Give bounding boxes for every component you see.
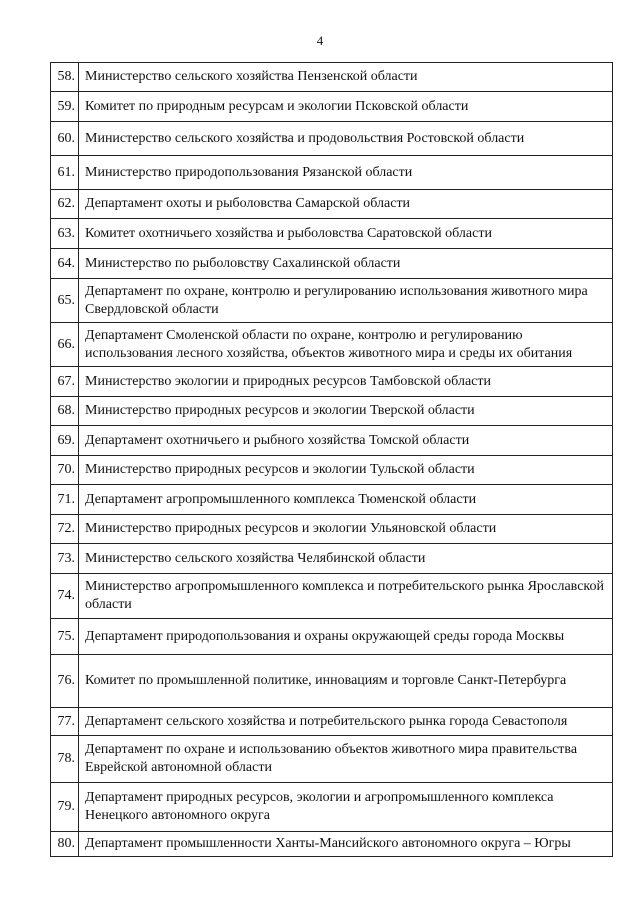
table-row [51,544,613,574]
row-number: 63. [51,219,79,249]
row-number: 58. [51,63,79,92]
organization-name: Министерство экологии и природных ресурсов Тамбовской области [79,367,613,397]
organization-name: Министерство по рыболовству Сахалинской области [79,249,613,279]
row-number: 67. [51,367,79,397]
row-number: 74. [51,574,79,619]
table-row [51,279,613,323]
row-number: 78. [51,736,79,783]
organization-name: Департамент Смоленской области по охране, контролю и регулированию использования лесного хозяйства, объектов животного мира и среды их обитания [79,323,613,367]
organization-name: Департамент сельского хозяйства и потребительского рынка города Севастополя [79,708,613,736]
organization-name: Министерство сельского хозяйства Пензенской области [79,63,613,92]
row-number: 59. [51,92,79,122]
organization-name: Комитет охотничьего хозяйства и рыболовства Саратовской области [79,219,613,249]
organization-name: Департамент агропромышленного комплекса Тюменской области [79,485,613,515]
table-row [51,156,613,190]
table-row [51,485,613,515]
table-row [51,708,613,736]
table-row [51,190,613,219]
organization-name: Департамент природопользования и охраны окружающей среды города Москвы [79,619,613,655]
organization-name: Министерство сельского хозяйства и продовольствия Ростовской области [79,122,613,156]
table-row [51,249,613,279]
table-row [51,323,613,367]
organization-name: Министерство природных ресурсов и экологии Ульяновской области [79,515,613,544]
table-row [51,619,613,655]
organization-name: Министерство природных ресурсов и экологии Тверской области [79,397,613,426]
table-row [51,736,613,783]
table-row [51,63,613,92]
row-number: 69. [51,426,79,456]
row-number: 79. [51,783,79,832]
row-number: 61. [51,156,79,190]
row-number: 64. [51,249,79,279]
row-number: 75. [51,619,79,655]
table-row [51,367,613,397]
organization-name: Департамент охотничьего и рыбного хозяйства Томской области [79,426,613,456]
row-number: 80. [51,832,79,857]
table-row [51,783,613,832]
table-row [51,832,613,857]
row-number: 62. [51,190,79,219]
organization-name: Департамент охоты и рыболовства Самарской области [79,190,613,219]
table-row [51,397,613,426]
organization-name: Департамент по охране и использованию объектов животного мира правительства Еврейской автономной области [79,736,613,783]
table-row [51,515,613,544]
row-number: 70. [51,456,79,485]
row-number: 76. [51,655,79,708]
organization-name: Министерство природных ресурсов и экологии Тульской области [79,456,613,485]
organization-name: Департамент промышленности Ханты-Мансийского автономного округа – Югры [79,832,613,857]
table-row [51,655,613,708]
table-row [51,219,613,249]
row-number: 65. [51,279,79,323]
table-row [51,122,613,156]
row-number: 60. [51,122,79,156]
organization-name: Комитет по природным ресурсам и экологии Псковской области [79,92,613,122]
row-number: 66. [51,323,79,367]
table-row [51,92,613,122]
row-number: 77. [51,708,79,736]
table-row [51,426,613,456]
organization-name: Департамент природных ресурсов, экологии и агропромышленного комплекса Ненецкого автономного округа [79,783,613,832]
page-number: 4 [316,33,324,48]
organization-name: Министерство природопользования Рязанской области [79,156,613,190]
table-row [51,456,613,485]
table-row [51,574,613,619]
organization-name: Департамент по охране, контролю и регулированию использования животного мира Свердловской области [79,279,613,323]
row-number: 71. [51,485,79,515]
organization-name: Комитет по промышленной политике, инновациям и торговле Санкт-Петербурга [79,655,613,708]
organization-name: Министерство сельского хозяйства Челябинской области [79,544,613,574]
organizations-table [50,62,613,857]
row-number: 68. [51,397,79,426]
organizations-table-body [51,63,613,857]
row-number: 72. [51,515,79,544]
organization-name: Министерство агропромышленного комплекса и потребительского рынка Ярославской области [79,574,613,619]
row-number: 73. [51,544,79,574]
